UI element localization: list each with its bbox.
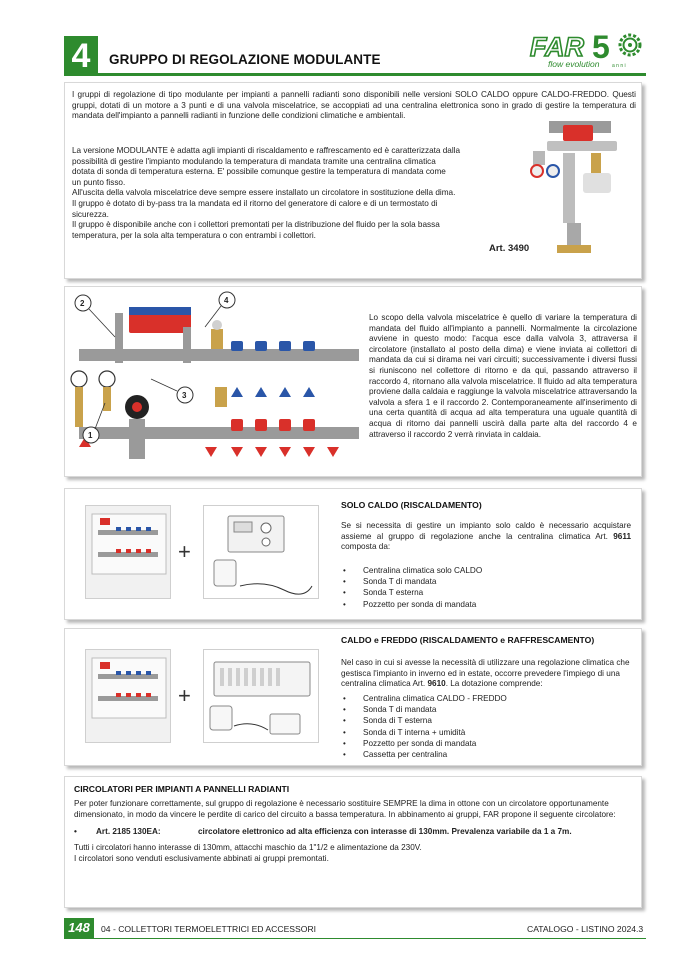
circolatori-line-1: Tutti i circolatori hanno interasse di 130mm, attacchi maschio da 1"1/2 e alimentazione da 230V.	[74, 843, 422, 852]
footer-section: 04 - COLLETTORI TERMOELETTRICI ED ACCESSORI	[101, 924, 317, 934]
list-item: • Sonda di T esterna	[341, 715, 631, 726]
hydraulic-diagram	[65, 287, 365, 477]
solo-caldo-card	[64, 488, 642, 620]
logo-tagline: flow evolution	[548, 59, 600, 69]
intro-card	[64, 82, 642, 279]
intro-line: La versione MODULANTE è adatta agli impianti di riscaldamento e raffrescamento ed è caratterizzata dalla	[72, 146, 461, 155]
list-item: • Centralina climatica solo CALDO	[341, 565, 631, 576]
callout-3: 3	[182, 391, 187, 400]
intro-paragraph: I gruppi di regolazione di tipo modulante per impianti a pannelli radianti sono disponibili nelle versioni SOLO CALDO oppure CALDO-FREDDO. Questi gruppi, dotati di un motore a 3 punti e di una valvola miscelatrice, se accoppiati ad una centralina elettronica sono in grado di gestire la temperatura di mandata dell'impianto a pannelli radianti in funzione delle condizioni climatiche e ambientali.	[72, 90, 636, 121]
caldo-freddo-art: 9610	[427, 679, 446, 689]
product-image-group	[527, 113, 639, 263]
logo-anni: a n n i	[612, 63, 626, 69]
list-item: • Pozzetto per sonda di mandata	[341, 599, 631, 610]
plus-sign: +	[178, 683, 191, 708]
page-number: 148	[64, 918, 94, 938]
article-number: Art. 3490	[489, 243, 530, 254]
solo-caldo-art: 9611	[613, 531, 631, 541]
solo-caldo-list	[341, 565, 631, 610]
far-logo	[526, 28, 646, 70]
circolatori-paragraph: Per poter funzionare correttamente, sul gruppo di regolazione è necessario sostituire SEMPRE la dima in ottone con un circolatore opportunamente dimensionato, in modo da vincere le perdite di carico del circuito a bassa temperatura. In abbinamento ai gruppi, FAR propone il seguente circolatore:	[74, 799, 616, 819]
centralina-image	[203, 505, 319, 599]
list-item: • Centralina climatica CALDO - FREDDO	[341, 693, 631, 704]
logo-text: FAR	[530, 32, 584, 62]
caldo-freddo-text: Nel caso in cui si avesse la necessità di utilizzare una regolazione climatica che gestisca l'impianto in inverno ed in estate, occorre prevedere l'impiego di una centralina climatica Art. 9610. La dotazione comprende:	[341, 658, 630, 689]
caldo-freddo-title: CALDO e FREDDO (RISCALDAMENTO e RAFFRESCAMENTO)	[341, 635, 595, 645]
caldo-freddo-list	[341, 693, 631, 760]
callout-1: 1	[88, 431, 93, 440]
intro-line: sicurezza.	[72, 209, 109, 219]
circolatori-card	[64, 776, 642, 908]
header-divider	[98, 73, 646, 76]
plus-sign: +	[178, 539, 191, 564]
page-title: GRUPPO DI REGOLAZIONE MODULANTE	[109, 52, 381, 67]
solo-caldo-text: Se si necessita di gestire un impianto solo caldo è necessario acquistare assieme al gruppo di regolazione anche la centralina climatica Art. 9611 composta da:	[341, 521, 631, 552]
intro-line: Il gruppo è dotato di by-pass tra la mandata ed il ritorno del generatore di calore e di un termostato di	[72, 198, 438, 208]
list-item: • Sonda di T interna + umidità	[341, 727, 631, 738]
diagram-description: Lo scopo della valvola miscelatrice è quello di variare la temperatura di mandata del fluido all'impianto a pannelli. Normalmente la circolazione avviene in questo modo: l'acqua esce dalla valvola 3, attraversa il circolatore (installato al posto della dima) e viene inviata ai collettori di mandata da cui si dirama nei vari circuiti; successivamente i diversi flussi si riuniscono nel collettore di ritorno e da qui, passando attraverso il raccordo 4, ritornano alla valvola miscelatrice. Il fluido ad alta temperatura proviene dalla caldaia e raggiunge la valvola miscelatrice attraversando la valvola a sfera 1 e il raccordo 2. Contemporaneamente all'inserimento di una certa quantità di acqua ad alta temperatura una uguale quantità di acqua di ritorno dai pannelli uscirà dalla parte alta del raccordo 4 e attraverso il raccordo 2 verrà rinviata in caldaia.	[369, 313, 637, 439]
intro-line: temperatura, per la sola alta temperatura o con entrambi i collettori.	[72, 230, 316, 240]
intro-line: dotata di sonda di temperatura esterna. E' possibile comunque gestire la temperatura di mandata come	[72, 167, 446, 177]
intro-line: possibilità di gestire l'impianto modulando la temperatura di mandata tramite una centralina climatica	[72, 156, 436, 166]
footer-divider	[64, 938, 646, 939]
intro-line: Il gruppo è disponibile anche con i collettori premontati per la distribuzione del fluido per la sola bassa	[72, 220, 440, 230]
circolatori-bullet: •	[74, 827, 77, 836]
circolatori-art-desc: circolatore elettronico ad alta efficienza con interasse di 130mm. Prevalenza variabile da 1 a 7m.	[198, 827, 572, 836]
list-item: • Sonda T di mandata	[341, 576, 631, 587]
intro-line: All'uscita della valvola miscelatrice deve sempre essere installato un circolatore in sostituzione della dima.	[72, 188, 456, 198]
intro-body	[72, 146, 512, 241]
circolatori-art: Art. 2185 130EA:	[96, 827, 161, 836]
manifold-cabinet-image	[85, 505, 171, 599]
solo-caldo-title: SOLO CALDO (RISCALDAMENTO)	[341, 500, 482, 510]
manifold-cabinet-image	[85, 649, 171, 743]
footer-catalog: CATALOGO - LISTINO 2024.3	[527, 924, 644, 934]
circolatori-line-2: I circolatori sono venduti esclusivamente abbinati ai gruppi premontati.	[74, 854, 329, 863]
caldo-freddo-card	[64, 628, 642, 766]
list-item: • Sonda T esterna	[341, 587, 631, 598]
intro-line: un punto fisso.	[72, 177, 126, 187]
list-item: • Pozzetto per sonda di mandata	[341, 738, 631, 749]
list-item: • Cassetta per centralina	[341, 749, 631, 760]
chapter-number: 4	[64, 36, 98, 76]
gear-icon	[620, 35, 640, 55]
list-item: • Sonda T di mandata	[341, 704, 631, 715]
diagram-card	[64, 286, 642, 477]
logo-number: 5	[592, 29, 610, 65]
circolatori-title: CIRCOLATORI PER IMPIANTI A PANNELLI RADIANTI	[74, 784, 290, 794]
centralina-kit-image	[203, 649, 319, 743]
callout-2: 2	[80, 299, 85, 308]
callout-4: 4	[224, 296, 229, 305]
